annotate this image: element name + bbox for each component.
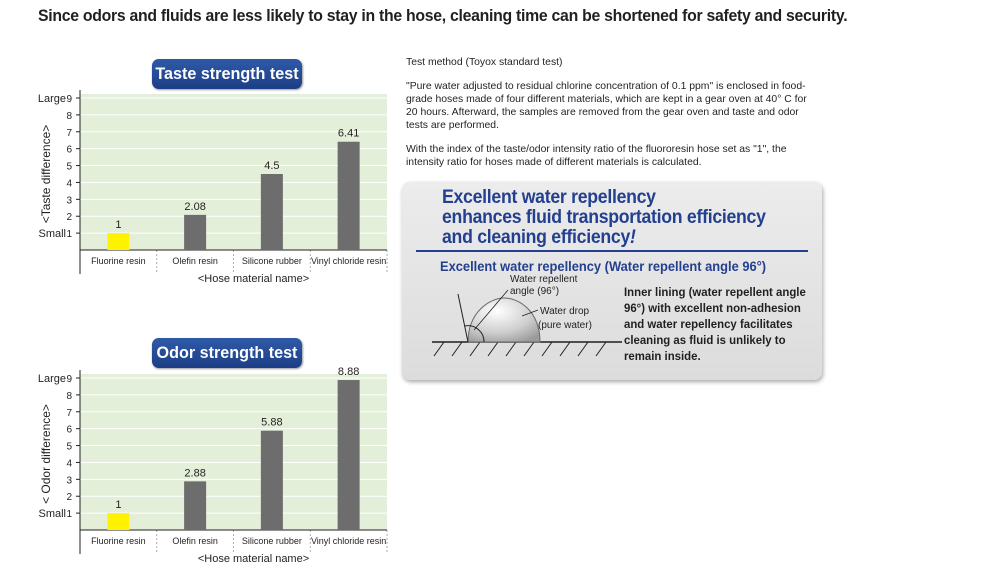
panel-subtitle: Excellent water repellency (Water repellent angle 96°) — [440, 258, 767, 274]
water-drop-icon — [468, 298, 540, 342]
y-axis-label: <Taste difference> — [39, 124, 53, 224]
test-method-section — [406, 56, 816, 180]
bar-value-label: 8.88 — [337, 366, 360, 379]
y-tick-label: 6 — [66, 424, 72, 436]
x-axis-label: <Hose material name> — [197, 553, 310, 565]
y-tick-label: 3 — [66, 195, 72, 207]
category-label: Fluorine resin — [91, 536, 146, 546]
page-headline: Since odors and fluids are less likely to stay in the hose, cleaning time can be shortened for safety and security. — [38, 6, 848, 25]
panel-headline-exclaim: ! — [630, 227, 636, 248]
test-method-description: "Pure water adjusted to residual chlorine concentration of 0.1 ppm" is enclosed in food-grade hoses made of four different materials, which are kept in a gear oven at 40° C for 20 hours. Afterward, the samples are removed from the gear oven and taste and odor tests are performed. — [406, 81, 807, 131]
y-tick-label: 1 — [66, 509, 72, 521]
taste-chart-title: Taste strength test — [152, 59, 302, 89]
panel-headline-line3: and cleaning efficiency — [442, 227, 631, 248]
bar-olefin-resin — [184, 481, 206, 530]
category-label: Silicone rubber — [241, 256, 302, 266]
y-tick-label: 4 — [66, 178, 72, 190]
y-tick-label: 5 — [66, 441, 72, 453]
odor-chart — [38, 338, 398, 568]
panel-headline — [442, 188, 795, 248]
diagram-angle-label-2: angle (96°) — [510, 286, 560, 297]
bar-value-label: 1 — [115, 219, 122, 232]
y-tick-label: 8 — [66, 110, 72, 122]
y-tick-label: 5 — [66, 161, 72, 173]
y-tick-label: 7 — [66, 407, 72, 419]
category-label: Vinyl chloride resin — [310, 256, 387, 266]
bar-vinyl-chloride-resin — [338, 142, 360, 250]
bar-value-label: 1 — [115, 499, 122, 512]
diagram-drop-label-1: Water drop — [540, 306, 590, 317]
category-label: Silicone rubber — [241, 536, 302, 546]
bar-fluorine-resin — [107, 513, 129, 530]
bar-value-label: 6.41 — [337, 127, 360, 140]
bar-olefin-resin — [184, 215, 206, 250]
bar-value-label: 5.88 — [261, 416, 283, 429]
panel-divider — [416, 250, 808, 252]
panel-body-text: Inner lining (water repellent angle 96°) with excellent non-adhesion and water repellency facilitates cleaning as fluid is unlikely to remain inside. — [624, 285, 806, 363]
test-method-title: Test method (Toyox standard test) — [406, 57, 563, 68]
category-label: Fluorine resin — [91, 256, 146, 266]
panel-headline-line3-wrap — [442, 228, 795, 248]
taste-chart-plot — [38, 58, 398, 288]
diagram-drop-label-2: (pure water) — [538, 320, 592, 331]
y-tick-label: 4 — [66, 458, 72, 470]
category-label: Olefin resin — [172, 256, 218, 266]
x-axis-label: <Hose material name> — [197, 273, 310, 285]
water-drop-diagram — [422, 274, 627, 374]
bar-value-label: 2.88 — [184, 467, 206, 480]
panel-headline-line2: enhances fluid transportation efficiency — [442, 207, 766, 228]
odor-chart-title: Odor strength test — [152, 338, 302, 368]
diagram-angle-label-1: Water repellent — [510, 274, 578, 285]
test-method-index-note: With the index of the taste/odor intensity ratio of the fluororesin hose set as "1", the intensity ratio for hoses made of different materials is calculated. — [406, 144, 787, 168]
surface-hatching — [434, 342, 606, 356]
odor-chart-plot — [38, 338, 398, 568]
bar-silicone-rubber — [261, 431, 283, 530]
y-tick-label: 7 — [66, 127, 72, 139]
y-large-label: Large — [37, 373, 66, 385]
y-tick-label: 9 — [66, 374, 72, 385]
y-small-label: Small — [38, 228, 66, 241]
water-repellency-panel — [402, 182, 822, 380]
category-label: Vinyl chloride resin — [310, 536, 387, 546]
y-tick-label: 6 — [66, 144, 72, 156]
y-tick-label: 9 — [66, 94, 72, 105]
panel-headline-line1: Excellent water repellency — [442, 187, 656, 208]
y-tick-label: 1 — [66, 229, 72, 241]
bar-silicone-rubber — [261, 174, 283, 250]
y-large-label: Large — [37, 93, 66, 105]
bar-fluorine-resin — [107, 233, 129, 250]
taste-chart — [38, 58, 398, 288]
bar-value-label: 4.5 — [264, 160, 280, 172]
bar-value-label: 2.08 — [184, 200, 206, 213]
bar-vinyl-chloride-resin — [338, 380, 360, 530]
y-tick-label: 2 — [66, 212, 72, 224]
y-tick-label: 2 — [66, 492, 72, 504]
y-small-label: Small — [38, 508, 66, 521]
y-tick-label: 8 — [66, 390, 72, 402]
y-tick-label: 3 — [66, 475, 72, 487]
category-label: Olefin resin — [172, 536, 218, 546]
y-axis-label: < Odor difference> — [39, 404, 53, 504]
